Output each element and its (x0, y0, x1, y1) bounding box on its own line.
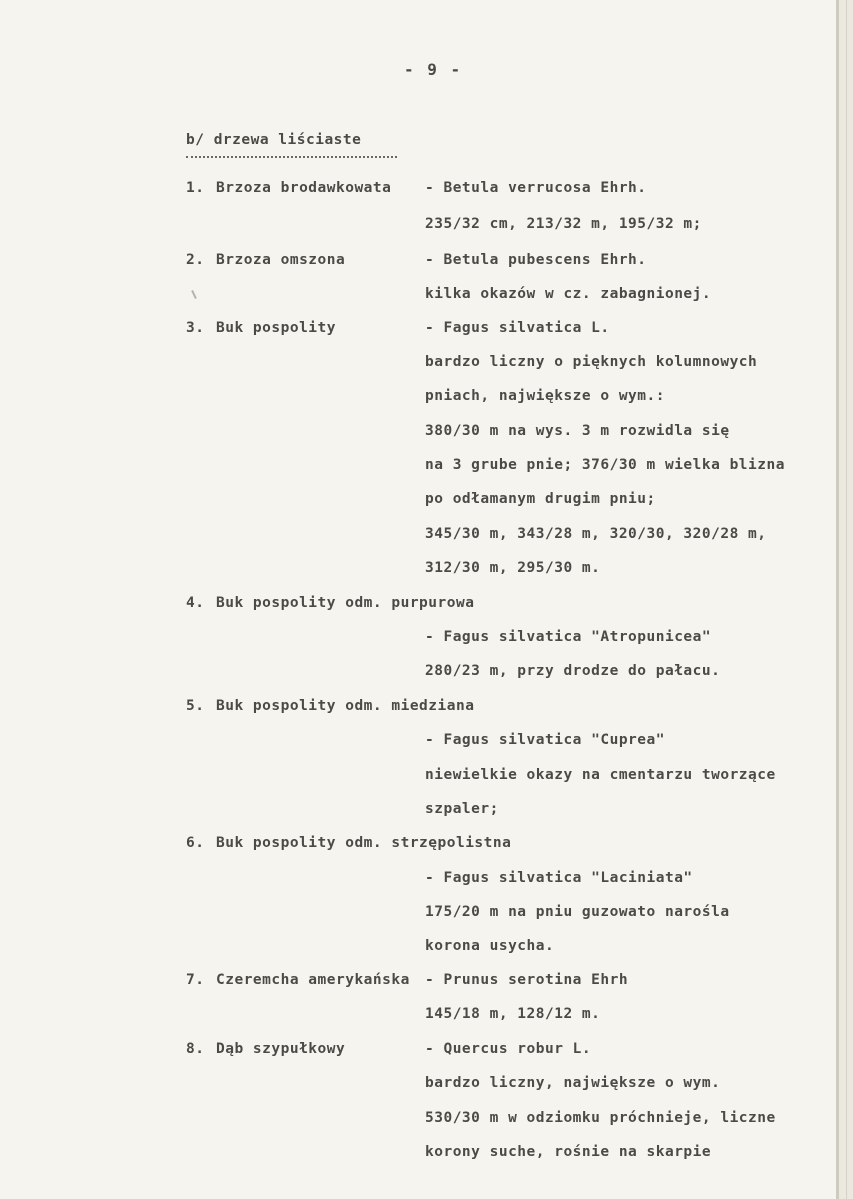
entry-description-line: 280/23 m, przy drodze do pałacu. (425, 663, 721, 679)
entry-description-line: 145/18 m, 128/12 m. (425, 1006, 601, 1022)
entry-latin-name: - Betula verrucosa Ehrh. (425, 180, 647, 196)
entry-number: 5. (186, 698, 205, 714)
entry-latin-name: - Betula pubescens Ehrh. (425, 252, 647, 268)
entry-polish-name: Buk pospolity odm. purpurowa (216, 595, 475, 611)
entry-description-line: 380/30 m na wys. 3 m rozwidla się (425, 423, 730, 439)
entry-description-line: szpaler; (425, 801, 499, 817)
entry-latin-name: - Prunus serotina Ehrh (425, 972, 629, 988)
entry-polish-name: Buk pospolity (216, 320, 336, 336)
entry-description-line: niewielkie okazy na cmentarzu tworzące (425, 767, 776, 783)
entry-polish-name: Dąb szypułkowy (216, 1041, 346, 1057)
entry-description-line: 235/32 cm, 213/32 m, 195/32 m; (425, 216, 702, 232)
entry-description-line: bardzo liczny, największe o wym. (425, 1075, 721, 1091)
entry-latin-name: - Fagus silvatica "Cuprea" (425, 732, 665, 748)
heading-underline (186, 156, 397, 158)
entry-polish-name: Czeremcha amerykańska (216, 972, 410, 988)
entry-number: 7. (186, 972, 205, 988)
entry-latin-name: - Fagus silvatica L. (425, 320, 610, 336)
entry-description-line: kilka okazów w cz. zabagnionej. (425, 286, 712, 302)
entry-latin-name: - Fagus silvatica "Laciniata" (425, 870, 693, 886)
stray-pencil-mark (191, 290, 197, 299)
entry-polish-name: Buk pospolity odm. strzępolistna (216, 835, 512, 851)
entry-description-line: korony suche, rośnie na skarpie (425, 1144, 712, 1160)
entry-number: 6. (186, 835, 205, 851)
entry-polish-name: Buk pospolity odm. miedziana (216, 698, 475, 714)
page-number: - 9 - (404, 60, 463, 79)
entry-description-line: bardzo liczny o pięknych kolumnowych (425, 354, 758, 370)
page-edge-line (846, 0, 847, 1199)
entry-description-line: 530/30 m w odziomku próchnieje, liczne (425, 1110, 776, 1126)
section-heading: b/ drzewa liściaste (186, 132, 362, 148)
entry-latin-name: - Fagus silvatica "Atropunicea" (425, 629, 712, 645)
entry-description-line: na 3 grube pnie; 376/30 m wielka blizna (425, 457, 785, 473)
entry-description-line: 345/30 m, 343/28 m, 320/30, 320/28 m, (425, 526, 767, 542)
entry-polish-name: Brzoza omszona (216, 252, 346, 268)
entry-number: 4. (186, 595, 205, 611)
entry-description-line: pniach, największe o wym.: (425, 388, 665, 404)
entry-description-line: 175/20 m na pniu guzowato narośla (425, 904, 730, 920)
entry-number: 3. (186, 320, 205, 336)
entry-description-line: korona usycha. (425, 938, 555, 954)
entry-latin-name: - Quercus robur L. (425, 1041, 592, 1057)
entry-description-line: 312/30 m, 295/30 m. (425, 560, 601, 576)
entry-number: 2. (186, 252, 205, 268)
entry-number: 1. (186, 180, 205, 196)
entry-number: 8. (186, 1041, 205, 1057)
entry-description-line: po odłamanym drugim pniu; (425, 491, 656, 507)
entry-polish-name: Brzoza brodawkowata (216, 180, 392, 196)
